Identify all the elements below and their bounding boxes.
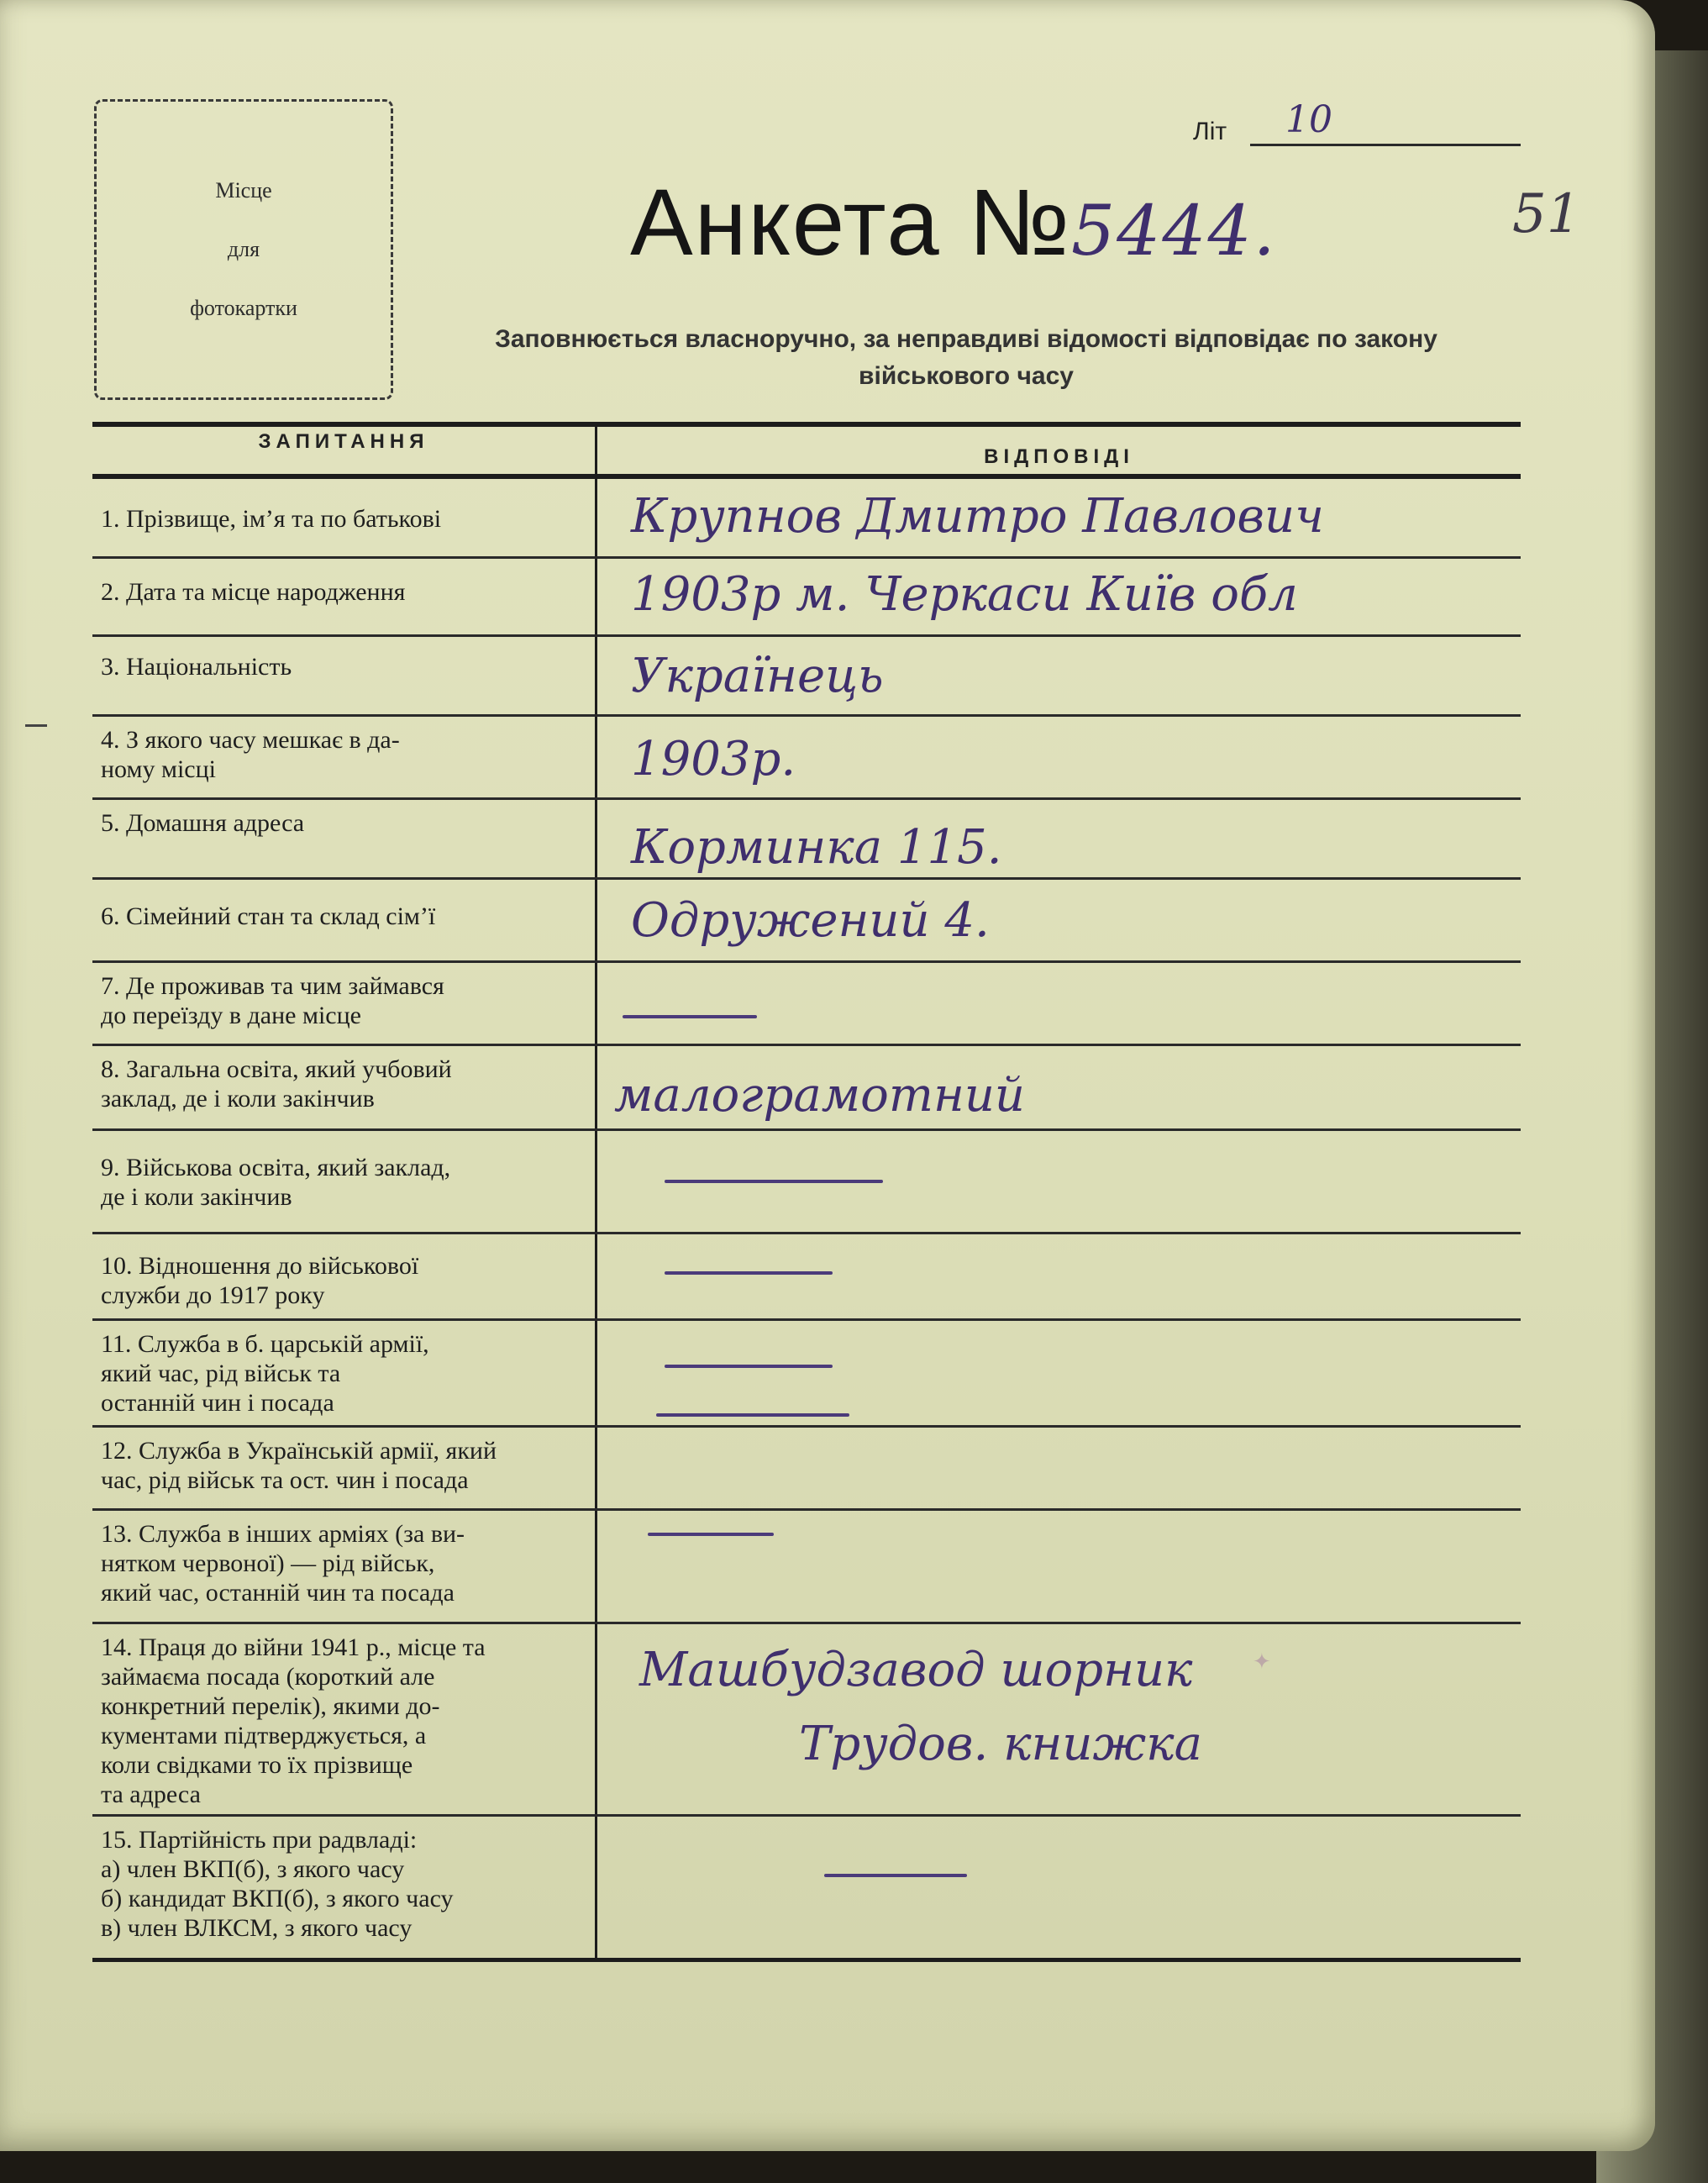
question-3: 3. Національність <box>92 637 597 714</box>
table-row <box>92 479 1521 559</box>
answer-cell-3 <box>597 637 1521 714</box>
answer-5: Корминка 115. <box>631 820 1002 875</box>
question-13: 13. Служба в інших арміях (за ви- нятком червоної) — рід військ, який час, останній чин та посада <box>92 1511 597 1622</box>
question-6: 6. Сімейний стан та склад сім’ї <box>92 880 597 960</box>
empty-answer-dash <box>665 1365 833 1368</box>
answer-8: малограмотний <box>614 1068 1025 1123</box>
question-7: 7. Де проживав та чим займався до переїзду в дане місце <box>92 963 597 1044</box>
lit-value: 10 <box>1285 98 1332 141</box>
answer-6: Одружений 4. <box>631 893 990 948</box>
faded-stamp: ✦ <box>1253 1649 1271 1675</box>
table-row <box>92 800 1521 880</box>
answer-cell-2 <box>597 559 1521 634</box>
lit-field <box>1193 98 1521 151</box>
subtitle <box>420 321 1512 395</box>
question-9: 9. Військова освіта, який заклад, де і коли закінчив <box>92 1131 597 1232</box>
question-2: 2. Дата та місце народження <box>92 559 597 634</box>
table-row <box>92 880 1521 963</box>
table-row <box>92 1428 1521 1511</box>
question-5: 5. Домашня адреса <box>92 800 597 877</box>
photo-box <box>94 99 393 400</box>
table-row <box>92 717 1521 800</box>
answer-3: Українець <box>631 649 884 703</box>
table-row <box>92 1046 1521 1131</box>
questionnaire-table <box>92 422 1521 1962</box>
answer-cell-13 <box>597 1511 1521 1622</box>
answer-cell-15 <box>597 1817 1521 1958</box>
question-8: 8. Загальна освіта, який учбовий заклад, де і коли закінчив <box>92 1046 597 1128</box>
photo-box-line-3: фотокартки <box>190 296 297 320</box>
question-12: 12. Служба в Українській армії, який час, рід військ та ост. чин і посада <box>92 1428 597 1508</box>
photo-box-line-2: для <box>227 237 260 261</box>
answer-14-line-2: Трудов. книжка <box>799 1717 1202 1771</box>
answer-cell-10 <box>597 1234 1521 1318</box>
table-row <box>92 1511 1521 1624</box>
table-row <box>92 1131 1521 1234</box>
empty-answer-dash <box>665 1271 833 1275</box>
column-answers: ВІДПОВІДІ <box>984 445 1134 468</box>
question-1: 1. Прізвище, ім’я та по батькові <box>92 479 597 556</box>
question-15: 15. Партійність при радвладі: а) член ВКП(б), з якого часу б) кандидат ВКП(б), з якого часу в) член ВЛКСМ, з якого часу <box>92 1817 597 1958</box>
question-11: 11. Служба в б. царській армії, який час, рід військ та останній чин і посада <box>92 1321 597 1425</box>
answer-2: 1903р м. Черкаси Київ обл <box>631 567 1298 622</box>
answer-14-line-1: Машбудзавод шорник <box>639 1643 1193 1697</box>
table-row <box>92 1624 1521 1817</box>
subtitle-line-1: Заповнюється власноручно, за неправдиві відомості відповідає по закону <box>495 325 1437 353</box>
answer-cell-12 <box>597 1428 1521 1508</box>
subtitle-line-2: військового часу <box>859 362 1074 390</box>
answer-1: Крупнов Дмитро Павлович <box>631 489 1324 544</box>
photo-box-line-1: Місце <box>215 178 272 203</box>
table-row <box>92 963 1521 1046</box>
answer-cell-14 <box>597 1624 1521 1814</box>
table-row <box>92 559 1521 637</box>
margin-mark <box>25 724 47 727</box>
table-row <box>92 1321 1521 1428</box>
answer-cell-6 <box>597 880 1521 960</box>
empty-answer-dash <box>824 1874 967 1877</box>
answer-cell-9 <box>597 1131 1521 1232</box>
column-questions: ЗАПИТАННЯ <box>92 427 597 474</box>
empty-answer-dash <box>648 1533 774 1536</box>
question-10: 10. Відношення до військової служби до 1917 року <box>92 1234 597 1318</box>
answer-cell-11 <box>597 1321 1521 1425</box>
table-header <box>92 427 1521 479</box>
answer-cell-5 <box>597 800 1521 877</box>
lit-label: Літ <box>1193 118 1227 145</box>
corner-number: 51 <box>1512 183 1581 245</box>
table-row <box>92 637 1521 717</box>
answer-cell-7 <box>597 963 1521 1044</box>
answer-cell-8 <box>597 1046 1521 1128</box>
table-row <box>92 1234 1521 1321</box>
question-4: 4. З якого часу мешкає в да- ному місці <box>92 717 597 797</box>
lit-underline <box>1250 144 1521 146</box>
empty-answer-dash <box>656 1413 849 1417</box>
page-title <box>630 168 1277 276</box>
empty-answer-dash <box>623 1015 757 1018</box>
question-14: 14. Праця до війни 1941 р., місце та займаєма посада (короткий але конкретний перелік), якими до- кументами підтверджується, а коли свідками то їх прізвище та адреса <box>92 1624 597 1814</box>
table-row <box>92 1817 1521 1958</box>
answer-cell-1 <box>597 479 1521 556</box>
empty-answer-dash <box>665 1180 883 1183</box>
answer-4: 1903р. <box>631 732 796 786</box>
answer-cell-4 <box>597 717 1521 797</box>
form-number: 5444. <box>1070 192 1277 271</box>
title-text: Анкета № <box>630 170 1071 275</box>
